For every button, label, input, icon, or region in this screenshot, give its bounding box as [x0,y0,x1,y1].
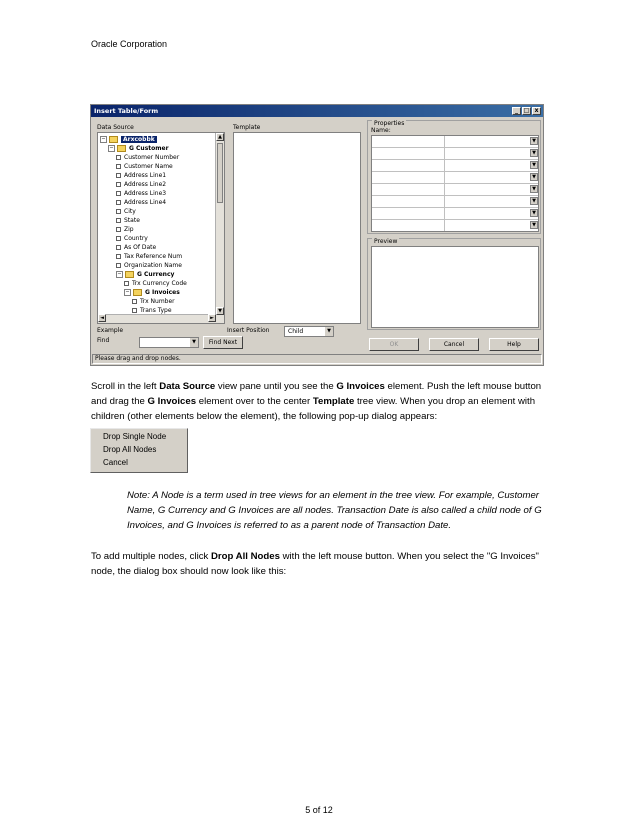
tree-node-label: State [124,217,140,224]
dropdown-arrow-icon[interactable]: ▼ [530,197,538,205]
note-paragraph: Note: A Node is a term used in tree views for an element in the tree view. For example, Customer Name, G Currency and G Invoices are all nodes. Transaction Date is also called a child node of G Invoices, and G Invoices is referred to as a parent node of Transaction Date. [127,490,542,531]
tree-node-label: Zip [124,226,134,233]
tree-node[interactable] [98,234,148,243]
tree-node[interactable] [98,198,166,207]
tree-node-label: Arxcobbk [123,136,155,143]
find-input[interactable] [139,337,199,348]
insert-position-dropdown-arrow-icon[interactable]: ▼ [325,327,333,336]
tree-node[interactable] [98,144,169,153]
property-row[interactable] [372,220,538,232]
tree-node[interactable] [98,135,157,144]
tree-node[interactable] [98,288,180,297]
dropdown-arrow-icon[interactable]: ▼ [530,221,538,229]
tree-node-label: Customer Number [124,154,180,161]
tree-node[interactable] [98,225,134,234]
collapse-toggle-icon[interactable]: − [117,271,122,277]
data-source-label: Data Source [97,124,134,131]
minimize-button[interactable]: _ [512,107,521,115]
properties-group [367,120,541,234]
scroll-up-arrow-icon[interactable]: ▲ [216,133,224,141]
help-button[interactable]: Help [489,338,539,351]
tree-node[interactable] [98,252,182,261]
dropdown-arrow-icon[interactable]: ▼ [530,209,538,217]
tree-node[interactable] [98,153,179,162]
element-icon [116,227,121,232]
ok-button[interactable]: OK [369,338,419,351]
tree-node[interactable] [98,297,175,306]
tree-node-label: Tax Reference Num [124,253,183,260]
tree-node[interactable] [98,270,174,279]
element-icon [116,209,121,214]
folder-icon [117,145,126,152]
tree-node-label: Trx Number [140,298,175,305]
tree-node[interactable] [98,207,136,216]
element-icon [124,281,129,286]
drop-all-nodes-item[interactable]: Drop All Nodes [103,445,157,454]
element-icon [116,173,121,178]
insert-position-select[interactable] [284,326,334,337]
element-icon [132,308,137,313]
tree-node[interactable] [98,189,166,198]
preview-label: Preview [374,238,398,245]
element-icon [116,182,121,187]
tree-node[interactable] [98,261,182,270]
tree-node-label: G Currency [137,271,175,278]
element-icon [116,191,121,196]
tree-node[interactable] [98,162,173,171]
element-icon [116,245,121,250]
maximize-button[interactable]: □ [523,107,530,114]
template-label: Template [233,124,261,131]
tree-scroll-thumb[interactable] [217,143,223,203]
insert-position-value: Child [288,328,304,335]
tree-node-label: Organization Name [124,262,182,269]
scroll-left-arrow-icon[interactable]: ◄ [98,314,106,322]
tree-node[interactable] [98,171,166,180]
scroll-down-arrow-icon[interactable]: ▼ [216,307,224,315]
element-icon [116,254,121,259]
template-tree[interactable] [233,132,361,324]
drop-nodes-popup-menu [90,428,188,473]
element-icon [116,218,121,223]
tree-node-label: City [124,208,136,215]
element-icon [116,200,121,205]
property-row[interactable] [372,184,538,196]
cancel-button[interactable]: Cancel [429,338,479,351]
dropdown-arrow-icon[interactable]: ▼ [530,161,538,169]
property-row[interactable] [372,196,538,208]
find-label: Find [97,337,110,344]
example-label: Example [97,327,124,334]
properties-label: Properties [374,120,405,127]
tree-horizontal-scrollbar[interactable] [98,314,216,323]
property-row[interactable] [372,172,538,184]
dialog-titlebar [91,105,543,117]
tree-node-label: Customer Name [124,163,173,170]
properties-grid[interactable] [371,135,539,232]
find-dropdown-arrow-icon[interactable]: ▼ [190,338,198,347]
tree-node-label: Country [124,235,148,242]
tree-node-label: Address Line1 [124,172,167,179]
folder-icon [125,271,134,278]
element-icon [116,263,121,268]
tree-node-label: G Customer [129,145,169,152]
property-row[interactable] [372,208,538,220]
paragraph-instructions: Scroll in the left Data Source view pane until you see the G Invoices element. Push the left mouse button and drag the G Invoices element over to the center Template tree view. When you drop an element with children (other elements below the element), the following pop-up dialog appears: [91,381,542,422]
preview-group [367,238,541,330]
element-icon [116,155,121,160]
cancel-item[interactable]: Cancel [103,458,128,467]
tree-node[interactable] [98,180,166,189]
collapse-toggle-icon[interactable]: − [125,289,130,295]
tree-node[interactable] [98,216,140,225]
tree-node[interactable] [98,279,187,288]
tree-node-label: Address Line3 [124,190,167,197]
name-label: Name: [371,127,391,134]
drop-single-node-item[interactable]: Drop Single Node [103,432,167,441]
element-icon [132,299,137,304]
tree-node-label: Address Line2 [124,181,167,188]
paragraph-drop-all: To add multiple nodes, click Drop All Nodes with the left mouse button. When you select the "G Invoices" node, the dialog box should now look like this: [91,551,539,577]
property-row[interactable] [372,136,538,148]
insert-table-form-dialog [90,104,544,366]
dropdown-arrow-icon[interactable]: ▼ [530,149,538,157]
page-header: Oracle Corporation [91,39,168,49]
find-next-button[interactable]: Find Next [203,336,243,349]
element-icon [116,164,121,169]
status-bar: Please drag and drop nodes. [92,354,542,364]
scroll-right-arrow-icon[interactable]: ► [208,314,216,322]
data-source-tree[interactable] [97,132,225,324]
tree-node-label: G Invoices [145,289,180,296]
tree-node-label: As Of Date [124,244,157,251]
folder-icon [109,136,118,143]
dropdown-arrow-icon[interactable]: ▼ [530,137,538,145]
dropdown-arrow-icon[interactable]: ▼ [530,173,538,181]
tree-node-label: Trx Currency Code [132,280,187,287]
property-row[interactable] [372,148,538,160]
dialog-title: Insert Table/Form [94,107,159,115]
close-button[interactable]: x [532,107,541,115]
page-number: 5 of 12 [305,805,333,815]
collapse-toggle-icon[interactable]: − [101,136,106,142]
tree-node-label: Trans Type [140,307,172,314]
property-row[interactable] [372,160,538,172]
tree-node-label: Address Line4 [124,199,167,206]
tree-node[interactable] [98,243,156,252]
preview-pane [371,246,539,328]
dropdown-arrow-icon[interactable]: ▼ [530,185,538,193]
tree-vertical-scrollbar[interactable] [215,133,224,323]
element-icon [116,236,121,241]
folder-icon [133,289,142,296]
collapse-toggle-icon[interactable]: − [109,145,114,151]
insert-position-label: Insert Position [227,327,270,334]
